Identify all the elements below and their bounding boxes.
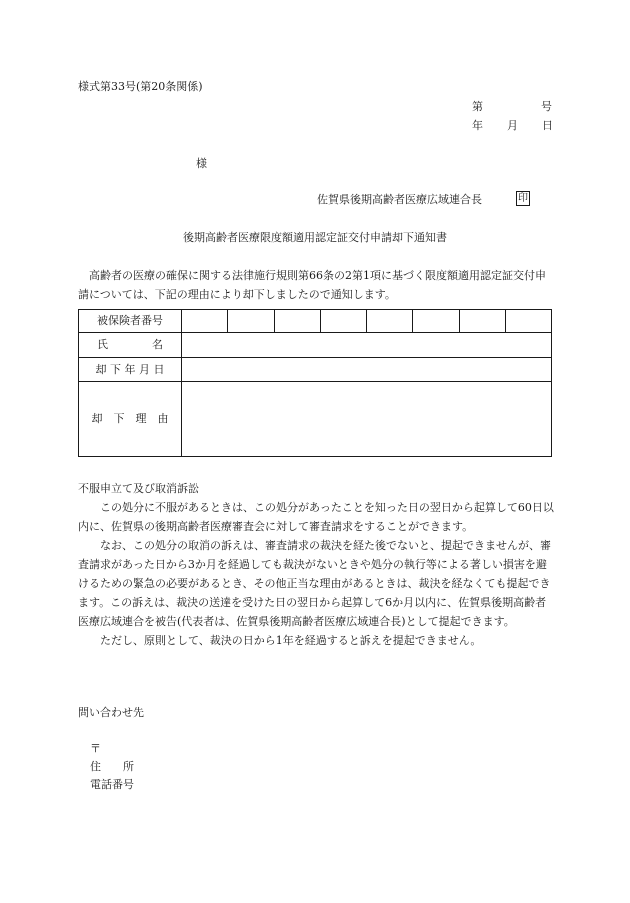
date-month-label: 月 [507, 119, 518, 132]
insured-number-digit-cell [505, 310, 551, 333]
date-year-label: 年 [472, 119, 483, 132]
appeal-text [78, 498, 554, 650]
insured-number-row [79, 310, 552, 333]
insured-number-label: 被保険者番号 [79, 310, 182, 333]
addressee-honorific: 様 [196, 157, 207, 170]
document-number-prefix: 第 [472, 100, 483, 113]
name-label-first: 氏 [97, 338, 108, 352]
rejection-reason-row [79, 382, 552, 457]
appeal-paragraph-2: なお、この処分の取消の訴えは、審査請求の裁決を経た後でないと、提起できませんが、審査請求があった日から3か月を経過しても裁決がないときや処分の執行等による著しい損害を避けるための緊急の必要があるとき、その他正当な理由があるときは、裁決を経なくても提起できます。この訴えは、裁決の送達を受けた日の翌日から起算して6か月以内に、佐賀県後期高齢者医療広域連合を被告(代表者は、佐賀県後期高齢者医療広域連合長)として提起できます。 [78, 539, 551, 628]
rejection-date-value-cell [182, 358, 552, 382]
insured-number-digit-cell [320, 310, 366, 333]
issuer-name: 佐賀県後期高齢者医療広域連合長 [317, 193, 482, 206]
appeal-paragraph-3: ただし、原則として、裁決の日から1年を経過すると訴えを提起できません。 [100, 634, 482, 647]
seal-stamp: 印 [518, 193, 528, 204]
insured-number-digit-cell [274, 310, 320, 333]
rejection-info-table [78, 309, 552, 457]
rejection-reason-label: 却 下 理 由 [79, 382, 182, 457]
form-number: 様式第33号(第20条関係) [78, 80, 203, 93]
name-row [79, 333, 552, 358]
document-title: 後期高齢者医療限度額適用認定証交付申請却下通知書 [183, 231, 447, 244]
contact-heading: 問い合わせ先 [78, 706, 144, 719]
insured-number-digit-cell [367, 310, 413, 333]
document-number-suffix: 号 [541, 100, 552, 113]
appeal-heading: 不服申立て及び取消訴訟 [78, 482, 199, 495]
appeal-paragraph-1: この処分に不服があるときは、この処分があったことを知った日の翌日から起算して60日以内に、佐賀県の後期高齢者医療審査会に対して審査請求をすることができます。 [78, 501, 554, 533]
issue-date [472, 119, 553, 133]
name-label [79, 333, 182, 358]
insured-number-digit-cell [413, 310, 459, 333]
insured-number-digit-cell [182, 310, 228, 333]
rejection-reason-value-cell [182, 382, 552, 457]
name-value-cell [182, 333, 552, 358]
phone-label: 電話番号 [90, 778, 134, 791]
notice-body: 高齢者の医療の確保に関する法律施行規則第66条の2第1項に基づく限度額適用認定証交付申請については、下記の理由により却下しましたので通知します。 [78, 269, 546, 301]
address-label: 住 所 [90, 760, 134, 773]
date-day-label: 日 [542, 119, 553, 132]
insured-number-digit-cell [228, 310, 274, 333]
rejection-date-label: 却 下 年 月 日 [79, 358, 182, 382]
rejection-date-row [79, 358, 552, 382]
postal-code-mark: 〒 [90, 742, 101, 755]
name-label-second: 名 [152, 338, 163, 352]
insured-number-digit-cell [459, 310, 505, 333]
